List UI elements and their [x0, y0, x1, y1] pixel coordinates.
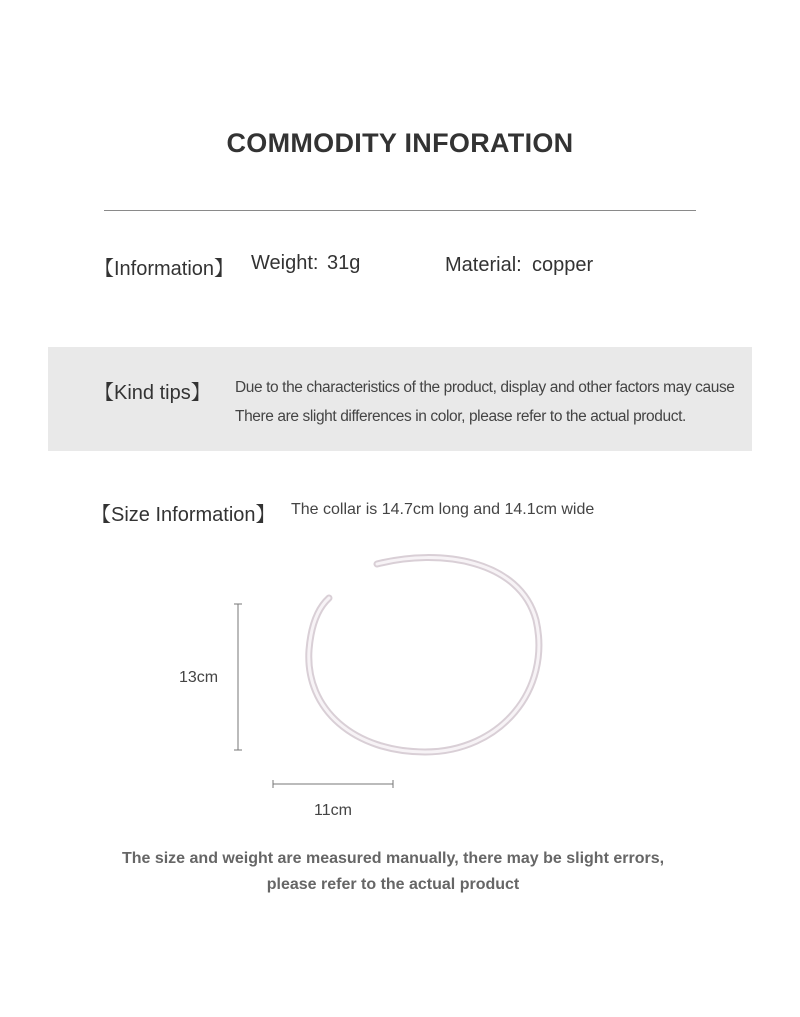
collar-ring: [309, 558, 539, 752]
size-description: The collar is 14.7cm long and 14.1cm wide: [291, 501, 595, 518]
weight-value: 31g: [327, 252, 361, 274]
weight-label: Weight:: [251, 252, 319, 274]
size-information-label: 【Size Information】: [91, 504, 276, 526]
title-divider: [104, 210, 696, 211]
material-label: Material:: [445, 254, 522, 276]
measurement-note-line-2: please refer to the actual product: [266, 876, 520, 893]
information-label: 【Information】: [94, 258, 235, 280]
measurement-note-line-1: The size and weight are measured manually, there may be slight errors,: [121, 850, 665, 867]
width-dimension-line: [273, 780, 393, 788]
height-dimension-line: [234, 604, 242, 750]
kind-tips-line-1: Due to the characteristics of the product, display and other factors may cause: [235, 379, 735, 396]
collar-image: [0, 540, 800, 840]
kind-tips-label: 【Kind tips】: [94, 382, 211, 404]
page-title: COMMODITY INFORATION: [226, 128, 574, 158]
height-dimension-label: 13cm: [179, 669, 219, 686]
width-dimension-label: 11cm: [314, 802, 352, 819]
material-value: copper: [532, 254, 594, 276]
kind-tips-line-2: There are slight differences in color, please refer to the actual product.: [235, 408, 686, 425]
